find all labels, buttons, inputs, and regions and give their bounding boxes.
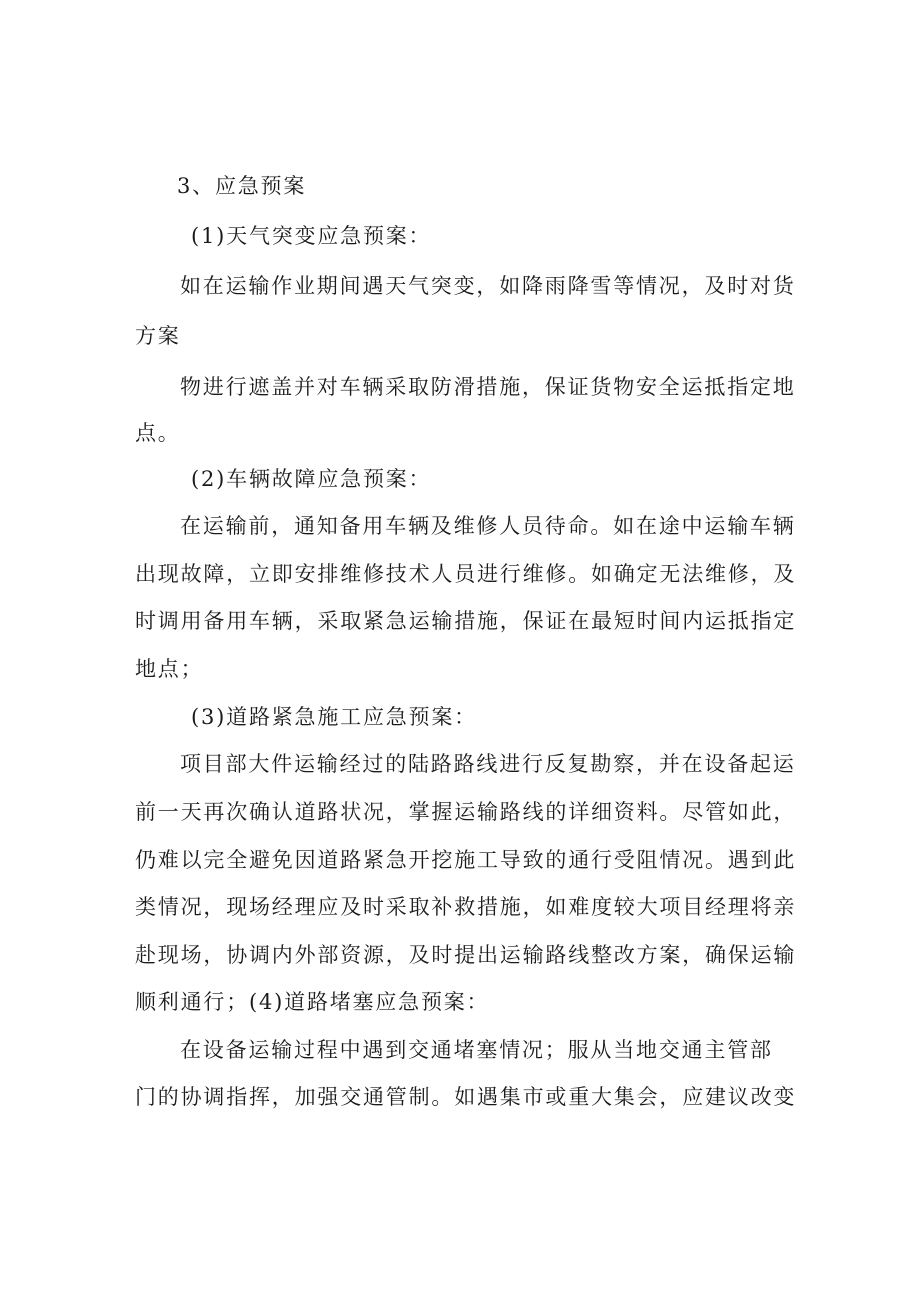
- paragraph-line: 方案: [135, 324, 181, 348]
- paragraph-line: 项目部大件运输经过的陆路路线进行反复勘察，并在设备起运: [180, 752, 796, 776]
- paragraph-line: 在运输前，通知备用车辆及维修人员待命。如在途中运输车辆: [180, 514, 796, 538]
- paragraph-line: 地点；: [135, 657, 204, 681]
- subsection-heading-weather: (1)天气突变应急预案：: [191, 224, 432, 248]
- section-heading: 3、应急预案: [177, 174, 307, 198]
- paragraph-line: 在设备运输过程中遇到交通堵塞情况；服从当地交通主管部: [180, 1038, 773, 1062]
- paragraph-line: 如在运输作业期间遇天气突变，如降雨降雪等情况，及时对货: [180, 274, 796, 298]
- paragraph-line: 出现故障，立即安排维修技术人员进行维修。如确定无法维修，及: [135, 562, 797, 586]
- paragraph-line: 点。: [135, 421, 181, 445]
- paragraph-line: 门的协调指挥，加强交通管制。如遇集市或重大集会，应建议改变: [135, 1085, 797, 1109]
- paragraph-line: 顺利通行；(4)道路堵塞应急预案：: [135, 990, 490, 1014]
- paragraph-line: 类情况，现场经理应及时采取补救措施，如难度较大项目经理将亲: [135, 895, 797, 919]
- paragraph-line: 时调用备用车辆，采取紧急运输措施，保证在最短时间内运抵指定: [135, 609, 797, 633]
- paragraph-line: 前一天再次确认道路状况，掌握运输路线的详细资料。尽管如此，: [135, 800, 797, 824]
- subsection-heading-road-construction: (3)道路紧急施工应急预案：: [191, 705, 477, 729]
- paragraph-line: 物进行遮盖并对车辆采取防滑措施，保证货物安全运抵指定地: [180, 375, 796, 399]
- paragraph-line: 赴现场，协调内外部资源，及时提出运输路线整改方案，确保运输: [135, 943, 797, 967]
- paragraph-line: 仍难以完全避免因道路紧急开挖施工导致的通行受阻情况。遇到此: [135, 848, 797, 872]
- subsection-heading-vehicle: (2)车辆故障应急预案：: [191, 467, 432, 491]
